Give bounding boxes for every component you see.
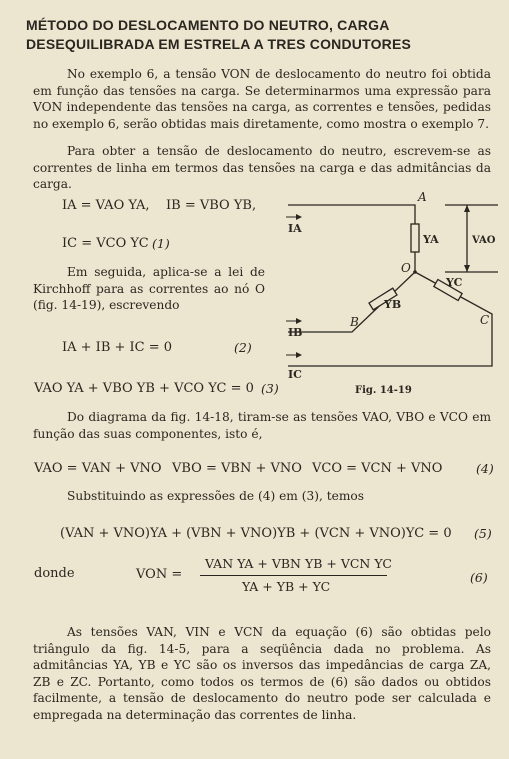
node-o-label: O xyxy=(401,261,411,275)
equation-6-numerator: VAN YA + VBN YB + VCN YC xyxy=(205,556,392,571)
node-a-label: A xyxy=(418,190,427,204)
equation-5-number: (5) xyxy=(474,526,492,541)
equation-6-number: (6) xyxy=(470,570,488,585)
equation-4-vco: VCO = VCN + VNO xyxy=(312,461,443,476)
donde-label: donde xyxy=(34,566,75,581)
current-ib-label: IB xyxy=(288,326,303,339)
equation-1-number: (1) xyxy=(152,236,170,251)
paragraph-conclusion: As tensões VAN, VIN e VCN da equação (6) são obtidas pelo triângulo da fig. 14-5, para a seqüência dada no problema. As admitâncias YA, YB e YC são os inversos das impedâncias de carga ZA, ZB e ZC. Portanto, como todos os termos de (6) são dados ou obtidos facilmente, a tensão de deslocamento do neutro pode ser calculada e empregada na determinação das correntes de linha. xyxy=(33,625,491,722)
figure-14-19-circuit xyxy=(270,190,502,400)
paragraph-intro: No exemplo 6, a tensão VON de deslocamento do neutro foi obtida em função das tensões na carga. Se determinarmos uma expressão para VON independente das tensões na carga, as correntes e tensões, pedidas no exemplo 6, serão obtidas mais diretamente, como mostra o exemplo 7. xyxy=(33,67,491,131)
equation-2: IA + IB + IC = 0 xyxy=(62,340,173,355)
paragraph-kirchhoff: Em seguida, aplica-se a lei de Kirchhoff para as correntes ao nó O (fig. 14-19), escrevendo xyxy=(33,265,265,313)
voltage-vao-label: VAO xyxy=(472,235,496,246)
impedance-ya xyxy=(411,224,419,252)
equation-ia: IA = VAO YA, xyxy=(62,198,150,213)
node-b-label: B xyxy=(350,315,359,329)
equation-4-vbo: VBO = VBN + VNO xyxy=(172,461,302,476)
fraction-bar xyxy=(200,575,387,576)
equation-6-denominator: YA + YB + YC xyxy=(242,579,331,594)
admittance-ya-label: YA xyxy=(423,233,439,246)
equation-5: (VAN + VNO)YA + (VBN + VNO)YB + (VCN + VNO)YC = 0 xyxy=(60,526,452,541)
figure-caption: Fig. 14-19 xyxy=(355,385,412,396)
current-ia-label: IA xyxy=(288,222,302,235)
section-title: MÉTODO DO DESLOCAMENTO DO NEUTRO, CARGA DESEQUILIBRADA EM ESTRELA A TRES CONDUTORES xyxy=(26,17,412,52)
equation-ic: IC = VCO YC xyxy=(62,236,149,251)
equation-ib: IB = VBO YB, xyxy=(166,198,257,213)
node-c-label: C xyxy=(480,313,490,327)
paragraph-line-currents: Para obter a tensão de deslocamento do neutro, escrevem-se as correntes de linha em termos das tensões na carga e das admitâncias da carga. xyxy=(33,144,491,192)
line-a-conductor xyxy=(288,205,415,272)
equation-3-number: (3) xyxy=(261,381,279,396)
admittance-yc-label: YC xyxy=(446,276,463,289)
current-ic-label: IC xyxy=(288,368,302,381)
admittance-yb-label: YB xyxy=(384,298,402,311)
equation-6-lhs: VON = xyxy=(136,567,183,582)
equation-2-number: (2) xyxy=(234,340,252,355)
paragraph-substitution: Substituindo as expressões de (4) em (3), temos xyxy=(67,489,365,503)
paragraph-diagram: Do diagrama da fig. 14-18, tiram-se as tensões VAO, VBO e VCO em função das suas componentes, isto é, xyxy=(33,410,491,441)
equation-3: VAO YA + VBO YB + VCO YC = 0 xyxy=(34,381,254,396)
equation-4-vao: VAO = VAN + VNO xyxy=(34,461,162,476)
equation-4-number: (4) xyxy=(476,461,494,476)
